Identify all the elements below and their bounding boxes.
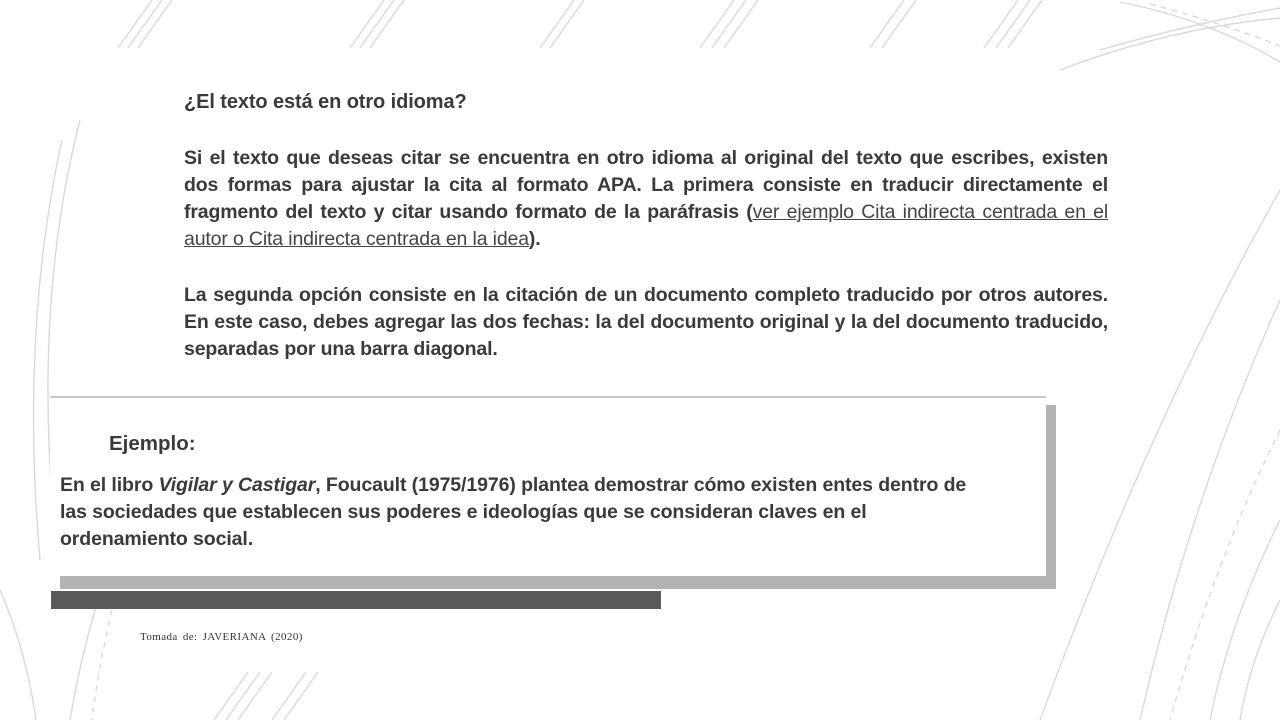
decor-line [360, 0, 394, 48]
decor-line [370, 0, 404, 48]
example-text [60, 472, 990, 553]
decor-curve [70, 600, 98, 720]
decor-line [138, 0, 172, 48]
decor-curve [1140, 300, 1280, 720]
dark-bar [51, 591, 661, 609]
decor-curve [1150, 4, 1280, 46]
paragraph-text: Si el texto que deseas citar se encuentra en otro idioma al original del texto que escribes, existen dos formas para ajustar la cita al formato APA. La primera consiste en traducir directamente el fragmento del texto y citar usando formato de la paráfrasis ( [184, 147, 1108, 223]
decor-line [128, 0, 162, 48]
decor-line [550, 0, 584, 48]
decor-line [540, 0, 574, 48]
decor-curve [1170, 430, 1280, 720]
book-title: Vigilar y Castigar [158, 474, 316, 496]
example-citation-link[interactable]: ver ejemplo Cita indirecta centrada en el autor o Cita indirecta centrada en la idea [184, 201, 1108, 250]
image-source-caption: Tomada de: JAVERIANA (2020) [140, 631, 303, 643]
decor-curve [1210, 520, 1280, 720]
section-heading: ¿El texto está en otro idioma? [184, 91, 467, 113]
paragraph-second-option: La segunda opción consiste en la citación de un documento completo traducido por otros autores. En este caso, debes agregar las dos fechas: la del documento original y la del documento traducido, separadas por una barra diagonal. [184, 284, 1108, 360]
paragraph-text-end: ). [528, 228, 541, 250]
decor-curve [0, 590, 36, 720]
paragraph-first-option [184, 145, 1108, 253]
example-text-start: En el libro [60, 474, 159, 496]
decor-line [118, 0, 152, 48]
example-title: Ejemplo: [109, 432, 196, 455]
decor-curve [1100, 8, 1280, 50]
example-text-rest: , Foucault (1975/1976) plantea demostrar cómo existen entes dentro de las sociedades que establecen sus poderes e ideologías que se consideran claves en el ordenamiento social. [60, 474, 967, 550]
decor-curve [92, 610, 112, 720]
decor-curve [1240, 600, 1280, 720]
decor-line [350, 0, 384, 48]
decor-curve [1120, 2, 1280, 62]
